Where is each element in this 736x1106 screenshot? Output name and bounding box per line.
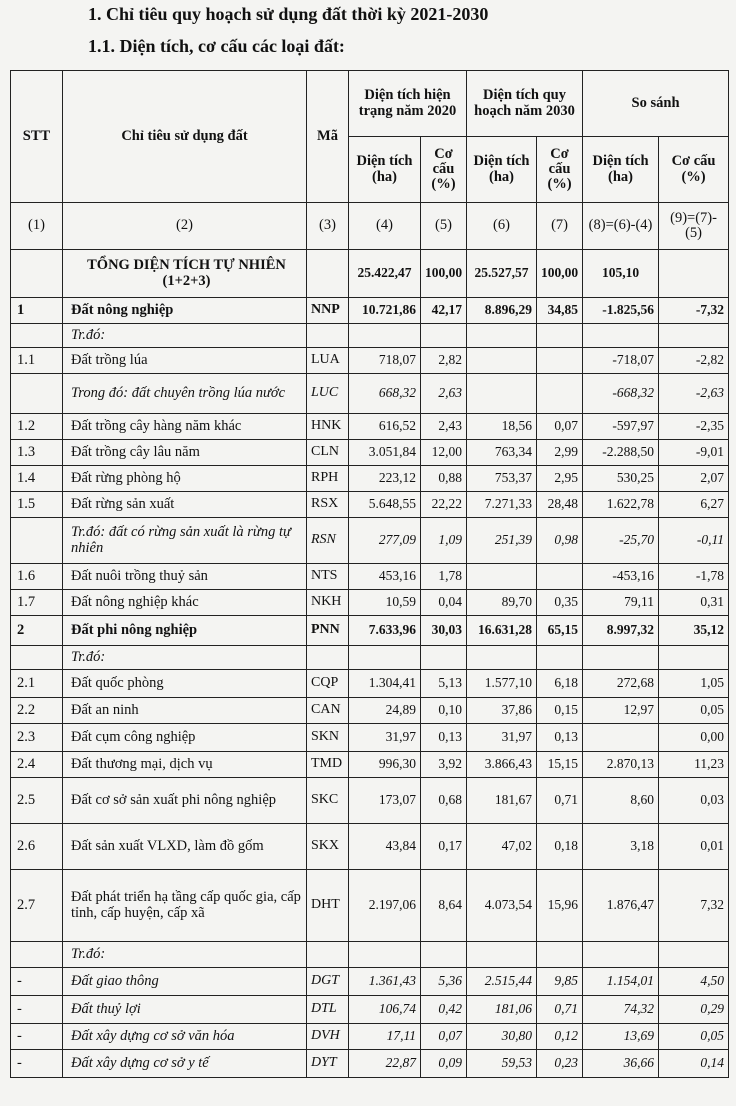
row-area-2030: 47,02 <box>467 824 537 870</box>
row-structure-2020 <box>421 324 467 348</box>
row-name: Đất trồng cây hàng năm khác <box>63 414 307 440</box>
row-structure-2020: 30,03 <box>421 616 467 646</box>
row-area-change: 105,10 <box>583 250 659 298</box>
row-stt: 1.5 <box>11 492 63 518</box>
row-code: RSN <box>307 518 349 564</box>
row-area-2030: 251,39 <box>467 518 537 564</box>
row-area-change: -668,32 <box>583 374 659 414</box>
row-area-2020: 453,16 <box>349 564 421 590</box>
header-structure: Cơ cấu (%) <box>537 137 583 203</box>
row-name: Đất cơ sở sản xuất phi nông nghiệp <box>63 778 307 824</box>
row-code: SKC <box>307 778 349 824</box>
row-stt: 1.2 <box>11 414 63 440</box>
row-area-2030: 753,37 <box>467 466 537 492</box>
row-area-2020: 718,07 <box>349 348 421 374</box>
row-structure-2020: 2,82 <box>421 348 467 374</box>
row-structure-2020: 2,43 <box>421 414 467 440</box>
column-number: (4) <box>349 203 421 250</box>
row-area-2030: 8.896,29 <box>467 298 537 324</box>
row-area-change: 272,68 <box>583 670 659 698</box>
row-structure-2020: 100,00 <box>421 250 467 298</box>
row-structure-2020: 1,09 <box>421 518 467 564</box>
row-stt <box>11 374 63 414</box>
table-row <box>11 870 729 942</box>
row-code <box>307 646 349 670</box>
table-row <box>11 670 729 698</box>
row-name: Đất thuỷ lợi <box>63 996 307 1024</box>
row-structure-change: 0,29 <box>659 996 729 1024</box>
row-code: RPH <box>307 466 349 492</box>
header-area: Diện tích (ha) <box>349 137 421 203</box>
row-name: TỔNG DIỆN TÍCH TỰ NHIÊN (1+2+3) <box>63 250 307 298</box>
row-structure-change: -1,78 <box>659 564 729 590</box>
table-row <box>11 348 729 374</box>
row-area-2030 <box>467 646 537 670</box>
row-stt: 1.6 <box>11 564 63 590</box>
row-structure-change: 0,14 <box>659 1050 729 1078</box>
row-structure-2030 <box>537 324 583 348</box>
row-structure-change: 0,00 <box>659 724 729 752</box>
row-area-change: 1.622,78 <box>583 492 659 518</box>
row-area-change <box>583 724 659 752</box>
row-area-2020: 173,07 <box>349 778 421 824</box>
row-structure-change: -2,63 <box>659 374 729 414</box>
row-name: Tr.đó: <box>63 324 307 348</box>
row-area-change: 13,69 <box>583 1024 659 1050</box>
row-area-change: 1.876,47 <box>583 870 659 942</box>
row-name: Đất nông nghiệp <box>63 298 307 324</box>
row-structure-2030: 0,35 <box>537 590 583 616</box>
row-structure-change: -2,35 <box>659 414 729 440</box>
header-area: Diện tích (ha) <box>467 137 537 203</box>
table-row <box>11 724 729 752</box>
table-row <box>11 492 729 518</box>
row-structure-change: 2,07 <box>659 466 729 492</box>
table-row <box>11 824 729 870</box>
row-structure-2030: 0,07 <box>537 414 583 440</box>
row-code: CLN <box>307 440 349 466</box>
row-structure-change: -2,82 <box>659 348 729 374</box>
row-code: LUC <box>307 374 349 414</box>
row-name: Tr.đó: <box>63 646 307 670</box>
row-area-2020: 3.051,84 <box>349 440 421 466</box>
row-code: SKX <box>307 824 349 870</box>
row-area-2020 <box>349 646 421 670</box>
row-stt <box>11 250 63 298</box>
row-stt: - <box>11 1050 63 1078</box>
row-code: SKN <box>307 724 349 752</box>
row-structure-2020: 0,68 <box>421 778 467 824</box>
row-structure-2020: 42,17 <box>421 298 467 324</box>
row-area-2020: 25.422,47 <box>349 250 421 298</box>
row-structure-change: 11,23 <box>659 752 729 778</box>
row-structure-2020: 3,92 <box>421 752 467 778</box>
row-code: DGT <box>307 968 349 996</box>
row-structure-2020: 8,64 <box>421 870 467 942</box>
row-code: CAN <box>307 698 349 724</box>
row-structure-change: 35,12 <box>659 616 729 646</box>
row-structure-2030: 0,98 <box>537 518 583 564</box>
row-code: RSX <box>307 492 349 518</box>
table-row <box>11 778 729 824</box>
row-structure-2020: 0,09 <box>421 1050 467 1078</box>
row-code: CQP <box>307 670 349 698</box>
row-area-change: 74,32 <box>583 996 659 1024</box>
row-code: DYT <box>307 1050 349 1078</box>
row-stt: - <box>11 968 63 996</box>
row-structure-2030: 34,85 <box>537 298 583 324</box>
row-code: NKH <box>307 590 349 616</box>
row-area-2020: 22,87 <box>349 1050 421 1078</box>
row-structure-change: -0,11 <box>659 518 729 564</box>
row-area-2020: 5.648,55 <box>349 492 421 518</box>
row-name: Đất phát triển hạ tầng cấp quốc gia, cấp tỉnh, cấp huyện, cấp xã <box>63 870 307 942</box>
header-structure: Cơ cấu (%) <box>421 137 467 203</box>
row-area-2020: 10,59 <box>349 590 421 616</box>
header-group-2030: Diện tích quy hoạch năm 2030 <box>467 71 583 137</box>
row-code: HNK <box>307 414 349 440</box>
row-structure-2020: 12,00 <box>421 440 467 466</box>
row-area-change: 8,60 <box>583 778 659 824</box>
row-area-change <box>583 646 659 670</box>
row-structure-change: 0,05 <box>659 698 729 724</box>
row-name: Đất trồng cây lâu năm <box>63 440 307 466</box>
column-number: (2) <box>63 203 307 250</box>
row-stt: - <box>11 996 63 1024</box>
row-stt: 1.7 <box>11 590 63 616</box>
row-area-change: 79,11 <box>583 590 659 616</box>
row-structure-2030: 0,15 <box>537 698 583 724</box>
row-stt: - <box>11 1024 63 1050</box>
row-structure-2030: 9,85 <box>537 968 583 996</box>
row-structure-2030: 0,12 <box>537 1024 583 1050</box>
row-structure-change <box>659 646 729 670</box>
row-structure-change: 7,32 <box>659 870 729 942</box>
row-name: Đất sản xuất VLXD, làm đồ gốm <box>63 824 307 870</box>
row-name: Đất thương mại, dịch vụ <box>63 752 307 778</box>
table-row <box>11 564 729 590</box>
row-structure-2030: 2,99 <box>537 440 583 466</box>
table-row <box>11 414 729 440</box>
row-area-2020: 2.197,06 <box>349 870 421 942</box>
row-area-change: 530,25 <box>583 466 659 492</box>
row-stt: 2 <box>11 616 63 646</box>
row-stt <box>11 518 63 564</box>
table-row <box>11 324 729 348</box>
row-area-2020: 277,09 <box>349 518 421 564</box>
row-structure-2020: 0,04 <box>421 590 467 616</box>
column-number: (1) <box>11 203 63 250</box>
table-row <box>11 1024 729 1050</box>
row-stt: 1.1 <box>11 348 63 374</box>
row-area-2030: 37,86 <box>467 698 537 724</box>
row-area-2030: 16.631,28 <box>467 616 537 646</box>
row-structure-2020: 5,36 <box>421 968 467 996</box>
row-name: Đất xây dựng cơ sở văn hóa <box>63 1024 307 1050</box>
row-area-2030 <box>467 324 537 348</box>
row-structure-2030: 0,13 <box>537 724 583 752</box>
row-area-change: -597,97 <box>583 414 659 440</box>
row-structure-2020: 5,13 <box>421 670 467 698</box>
row-area-2030: 30,80 <box>467 1024 537 1050</box>
row-stt: 1.4 <box>11 466 63 492</box>
row-code <box>307 942 349 968</box>
row-name: Tr.đó: đất có rừng sản xuất là rừng tự nhiên <box>63 518 307 564</box>
row-name: Đất rừng phòng hộ <box>63 466 307 492</box>
row-name: Đất xây dựng cơ sở y tế <box>63 1050 307 1078</box>
row-name: Đất nông nghiệp khác <box>63 590 307 616</box>
row-structure-change: 1,05 <box>659 670 729 698</box>
row-name: Đất quốc phòng <box>63 670 307 698</box>
row-area-change: -453,16 <box>583 564 659 590</box>
row-area-2020 <box>349 942 421 968</box>
row-code: DHT <box>307 870 349 942</box>
row-name: Đất nuôi trồng thuỷ sản <box>63 564 307 590</box>
row-code: TMD <box>307 752 349 778</box>
row-structure-change <box>659 324 729 348</box>
table-row <box>11 590 729 616</box>
row-stt: 2.1 <box>11 670 63 698</box>
row-area-2030: 31,97 <box>467 724 537 752</box>
subsection-heading: 1.1. Diện tích, cơ cấu các loại đất: <box>88 36 345 56</box>
row-structure-2020: 0,13 <box>421 724 467 752</box>
column-number-row <box>11 203 729 250</box>
row-code <box>307 250 349 298</box>
table-row <box>11 996 729 1024</box>
row-area-2020: 996,30 <box>349 752 421 778</box>
row-structure-2030 <box>537 646 583 670</box>
row-area-2030: 2.515,44 <box>467 968 537 996</box>
row-stt <box>11 324 63 348</box>
row-structure-2020: 0,07 <box>421 1024 467 1050</box>
row-area-2030: 3.866,43 <box>467 752 537 778</box>
row-name: Trong đó: đất chuyên trồng lúa nước <box>63 374 307 414</box>
header-code: Mã <box>307 71 349 203</box>
table-row <box>11 440 729 466</box>
row-area-2030: 25.527,57 <box>467 250 537 298</box>
row-area-2030: 59,53 <box>467 1050 537 1078</box>
column-number: (3) <box>307 203 349 250</box>
row-structure-2030: 65,15 <box>537 616 583 646</box>
header-stt: STT <box>11 71 63 203</box>
row-stt <box>11 942 63 968</box>
row-name: Tr.đó: <box>63 942 307 968</box>
row-name: Đất an ninh <box>63 698 307 724</box>
row-structure-2020: 1,78 <box>421 564 467 590</box>
row-area-2030: 1.577,10 <box>467 670 537 698</box>
row-area-2030: 181,67 <box>467 778 537 824</box>
row-stt: 1 <box>11 298 63 324</box>
row-code <box>307 324 349 348</box>
row-area-2020: 10.721,86 <box>349 298 421 324</box>
row-area-2020: 616,52 <box>349 414 421 440</box>
table-row <box>11 374 729 414</box>
header-group-2020: Diện tích hiện trạng năm 2020 <box>349 71 467 137</box>
row-stt <box>11 646 63 670</box>
row-structure-2020: 0,42 <box>421 996 467 1024</box>
header-name: Chỉ tiêu sử dụng đất <box>63 71 307 203</box>
row-structure-2030 <box>537 348 583 374</box>
row-code: DTL <box>307 996 349 1024</box>
row-area-change: -718,07 <box>583 348 659 374</box>
row-stt: 2.5 <box>11 778 63 824</box>
section-heading: 1. Chỉ tiêu quy hoạch sử dụng đất thời kỳ 2021-2030 <box>88 4 489 24</box>
header-area: Diện tích (ha) <box>583 137 659 203</box>
table-row <box>11 466 729 492</box>
row-area-change: 3,18 <box>583 824 659 870</box>
column-number: (5) <box>421 203 467 250</box>
header-group-compare: So sánh <box>583 71 729 137</box>
row-area-2030 <box>467 374 537 414</box>
row-area-2020: 1.304,41 <box>349 670 421 698</box>
row-structure-2020: 0,88 <box>421 466 467 492</box>
row-area-change: 12,97 <box>583 698 659 724</box>
header-structure: Cơ cấu (%) <box>659 137 729 203</box>
row-structure-change: 0,05 <box>659 1024 729 1050</box>
row-structure-2030: 2,95 <box>537 466 583 492</box>
table-row <box>11 298 729 324</box>
row-structure-2030: 6,18 <box>537 670 583 698</box>
column-number: (8)=(6)-(4) <box>583 203 659 250</box>
row-area-change <box>583 324 659 348</box>
row-area-change: 8.997,32 <box>583 616 659 646</box>
row-area-change: 36,66 <box>583 1050 659 1078</box>
row-area-2020: 17,11 <box>349 1024 421 1050</box>
row-code: DVH <box>307 1024 349 1050</box>
row-structure-change: 0,31 <box>659 590 729 616</box>
row-stt: 2.3 <box>11 724 63 752</box>
row-name: Đất giao thông <box>63 968 307 996</box>
row-stt: 2.7 <box>11 870 63 942</box>
row-stt: 1.3 <box>11 440 63 466</box>
row-area-2030: 7.271,33 <box>467 492 537 518</box>
row-structure-2020: 22,22 <box>421 492 467 518</box>
row-area-2020: 24,89 <box>349 698 421 724</box>
row-structure-2020: 0,10 <box>421 698 467 724</box>
row-structure-change: 4,50 <box>659 968 729 996</box>
row-structure-2030: 15,96 <box>537 870 583 942</box>
row-code: NNP <box>307 298 349 324</box>
row-area-2020: 43,84 <box>349 824 421 870</box>
row-area-2030: 18,56 <box>467 414 537 440</box>
row-structure-2020: 2,63 <box>421 374 467 414</box>
row-structure-2030: 15,15 <box>537 752 583 778</box>
row-stt: 2.4 <box>11 752 63 778</box>
table-row <box>11 1050 729 1078</box>
row-structure-change: -9,01 <box>659 440 729 466</box>
row-structure-2020 <box>421 646 467 670</box>
row-structure-2030: 0,71 <box>537 778 583 824</box>
column-number: (9)=(7)-(5) <box>659 203 729 250</box>
row-area-2020 <box>349 324 421 348</box>
row-name: Đất trồng lúa <box>63 348 307 374</box>
row-area-2030 <box>467 348 537 374</box>
row-name: Đất phi nông nghiệp <box>63 616 307 646</box>
row-area-2020: 223,12 <box>349 466 421 492</box>
row-area-change: 2.870,13 <box>583 752 659 778</box>
row-area-2020: 7.633,96 <box>349 616 421 646</box>
row-stt: 2.2 <box>11 698 63 724</box>
row-structure-change <box>659 250 729 298</box>
row-area-2030 <box>467 564 537 590</box>
row-structure-change <box>659 942 729 968</box>
table-row <box>11 616 729 646</box>
row-area-2030: 763,34 <box>467 440 537 466</box>
column-number: (7) <box>537 203 583 250</box>
table-row <box>11 968 729 996</box>
row-structure-2020 <box>421 942 467 968</box>
row-area-2030: 4.073,54 <box>467 870 537 942</box>
row-code: LUA <box>307 348 349 374</box>
table-row <box>11 518 729 564</box>
row-area-change: -1.825,56 <box>583 298 659 324</box>
row-structure-change: -7,32 <box>659 298 729 324</box>
table-row <box>11 752 729 778</box>
table-row <box>11 250 729 298</box>
row-stt: 2.6 <box>11 824 63 870</box>
row-name: Đất rừng sản xuất <box>63 492 307 518</box>
row-area-change: 1.154,01 <box>583 968 659 996</box>
row-area-2030: 89,70 <box>467 590 537 616</box>
row-structure-2030: 0,18 <box>537 824 583 870</box>
row-structure-change: 0,03 <box>659 778 729 824</box>
row-area-2020: 106,74 <box>349 996 421 1024</box>
row-structure-2030: 100,00 <box>537 250 583 298</box>
row-area-2020: 31,97 <box>349 724 421 752</box>
row-structure-2030: 0,71 <box>537 996 583 1024</box>
row-area-change <box>583 942 659 968</box>
table-row <box>11 942 729 968</box>
row-code: NTS <box>307 564 349 590</box>
row-structure-2030: 0,23 <box>537 1050 583 1078</box>
land-use-table <box>10 70 729 1078</box>
row-structure-change: 0,01 <box>659 824 729 870</box>
row-structure-2030 <box>537 942 583 968</box>
table-row <box>11 698 729 724</box>
row-area-change: -2.288,50 <box>583 440 659 466</box>
row-structure-2030: 28,48 <box>537 492 583 518</box>
column-number: (6) <box>467 203 537 250</box>
row-structure-2030 <box>537 374 583 414</box>
row-area-2030 <box>467 942 537 968</box>
row-area-change: -25,70 <box>583 518 659 564</box>
row-area-2020: 668,32 <box>349 374 421 414</box>
row-structure-2030 <box>537 564 583 590</box>
table-row <box>11 646 729 670</box>
row-name: Đất cụm công nghiệp <box>63 724 307 752</box>
row-area-2020: 1.361,43 <box>349 968 421 996</box>
row-code: PNN <box>307 616 349 646</box>
row-structure-change: 6,27 <box>659 492 729 518</box>
row-structure-2020: 0,17 <box>421 824 467 870</box>
row-area-2030: 181,06 <box>467 996 537 1024</box>
